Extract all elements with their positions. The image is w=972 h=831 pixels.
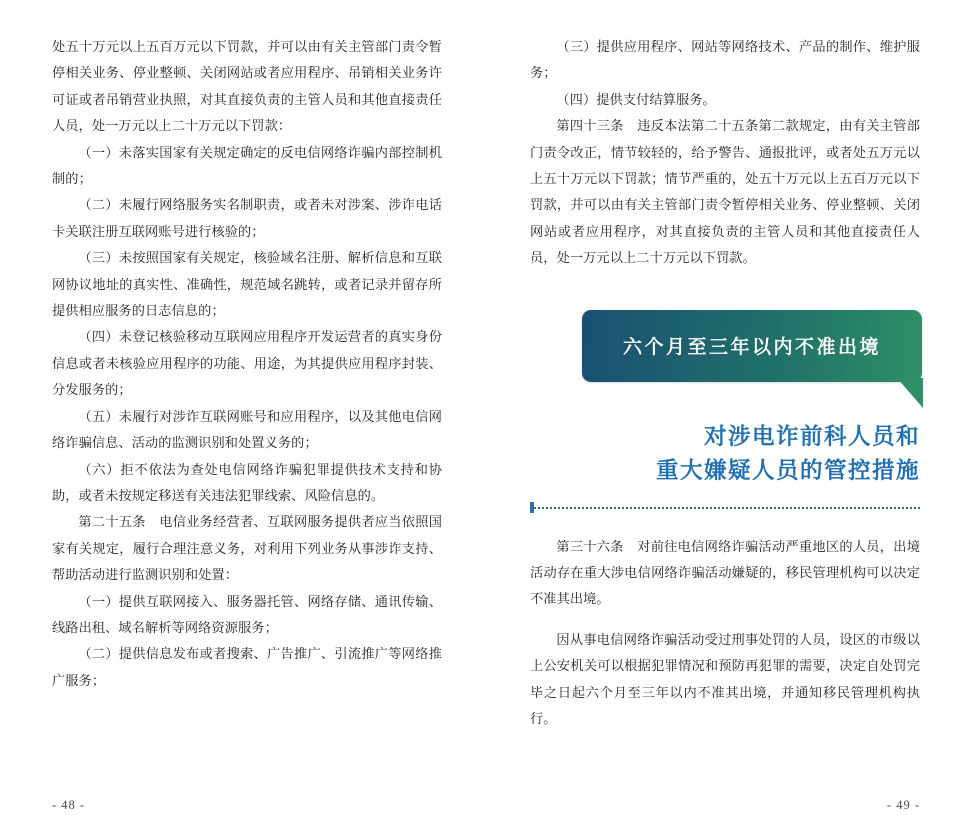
- section-heading-line-2: 重大嫌疑人员的管控措施: [655, 457, 920, 483]
- page-number-left: - 48 -: [52, 798, 86, 812]
- paragraph: （五）未履行对涉诈互联网账号和应用程序，以及其他电信网络诈骗信息、活动的监测识别和处置义务的；: [52, 408, 442, 451]
- paragraph: （三）未按照国家有关规定，核验域名注册、解析信息和互联网协议地址的真实性、准确性，规范域名跳转，或者记录并留存所提供相应服务的日志信息的；: [52, 250, 442, 319]
- paragraph: 因从事电信网络诈骗活动受过刑事处罚的人员，设区的市级以上公安机关可以根据犯罪情况和预防再犯罪的需要，决定自处罚完毕之日起六个月至三年以内不准其出境，并通知移民管理机构执行。: [530, 631, 920, 727]
- callout-bubble: [582, 310, 922, 382]
- right-page-column: [486, 0, 972, 831]
- section-divider-dashes: [534, 507, 920, 509]
- paragraph: （一）提供互联网接入、服务器托管、网络存储、通讯传输、线路出租、域名解析等网络资源服务；: [52, 593, 442, 635]
- paragraph-article-25: 第二十五条 电信业务经营者、互联网服务提供者应当依照国家有关规定，履行合理注意义务，对利用下列业务从事涉诈支持、帮助活动进行监测识别和处置：: [52, 514, 442, 583]
- paragraph: （二）提供信息发布或者搜索、广告推广、引流推广等网络推广服务；: [52, 646, 442, 688]
- paragraph: 处五十万元以上五百万元以下罚款，并可以由有关主管部门责令暂停相关业务、停业整顿、关闭网站或者应用程序、吊销相关业务许可证或者吊销营业执照，对其直接负责的主管人员和其他直接责任人员，处一万元以上二十万元以下罚款：: [52, 39, 442, 134]
- section-heading: [530, 420, 920, 488]
- paragraph: （四）未登记核验移动互联网应用程序开发运营者的真实身份信息或者未核验应用程序的功能、用途，为其提供应用程序封装、分发服务的；: [52, 329, 442, 398]
- callout-bubble-body: [582, 310, 922, 382]
- callout-bubble-text: 六个月至三年以内不准出境: [622, 337, 881, 359]
- page-number-right: - 49 -: [886, 798, 920, 812]
- paragraph: （二）未履行网络服务实名制职责，或者未对涉案、涉诈电话卡关联注册互联网账号进行核验的；: [52, 197, 442, 239]
- paragraph: （一）未落实国家有关规定确定的反电信网络诈骗内部控制机制的；: [52, 144, 442, 187]
- paragraph-article-43: 第四十三条 违反本法第二十五条第二款规定，由有关主管部门责令改正，情节较轻的，给予警告、通报批评，或者处五万元以上五十万元以下罚款；情节严重的，处五十万元以上五百万元以下罚款，并可以由有关主管部门责令暂停相关业务、停业整顿、关闭网站或者应用程序，对其直接负责的主管人员和其他直接责任人员，处一万元以上二十万元以下罚款。: [530, 118, 920, 266]
- section-divider: [530, 506, 920, 510]
- callout-bubble-tail: [897, 378, 923, 408]
- paragraph: （三）提供应用程序、网站等网络技术、产品的制作、维护服务；: [530, 39, 920, 81]
- paragraph: （四）提供支付结算服务。: [556, 91, 716, 107]
- paragraph-article-36: 第三十六条 对前往电信网络诈骗活动严重地区的人员，出境活动存在重大涉电信网络诈骗活动嫌疑的，移民管理机构可以决定不准其出境。: [530, 538, 920, 607]
- paragraph: （六）拒不依法为查处电信网络诈骗犯罪提供技术支持和协助，或者未按规定移送有关违法犯罪线索、风险信息的。: [52, 461, 442, 503]
- section-heading-line-1: 对涉电诈前科人员和: [703, 423, 920, 449]
